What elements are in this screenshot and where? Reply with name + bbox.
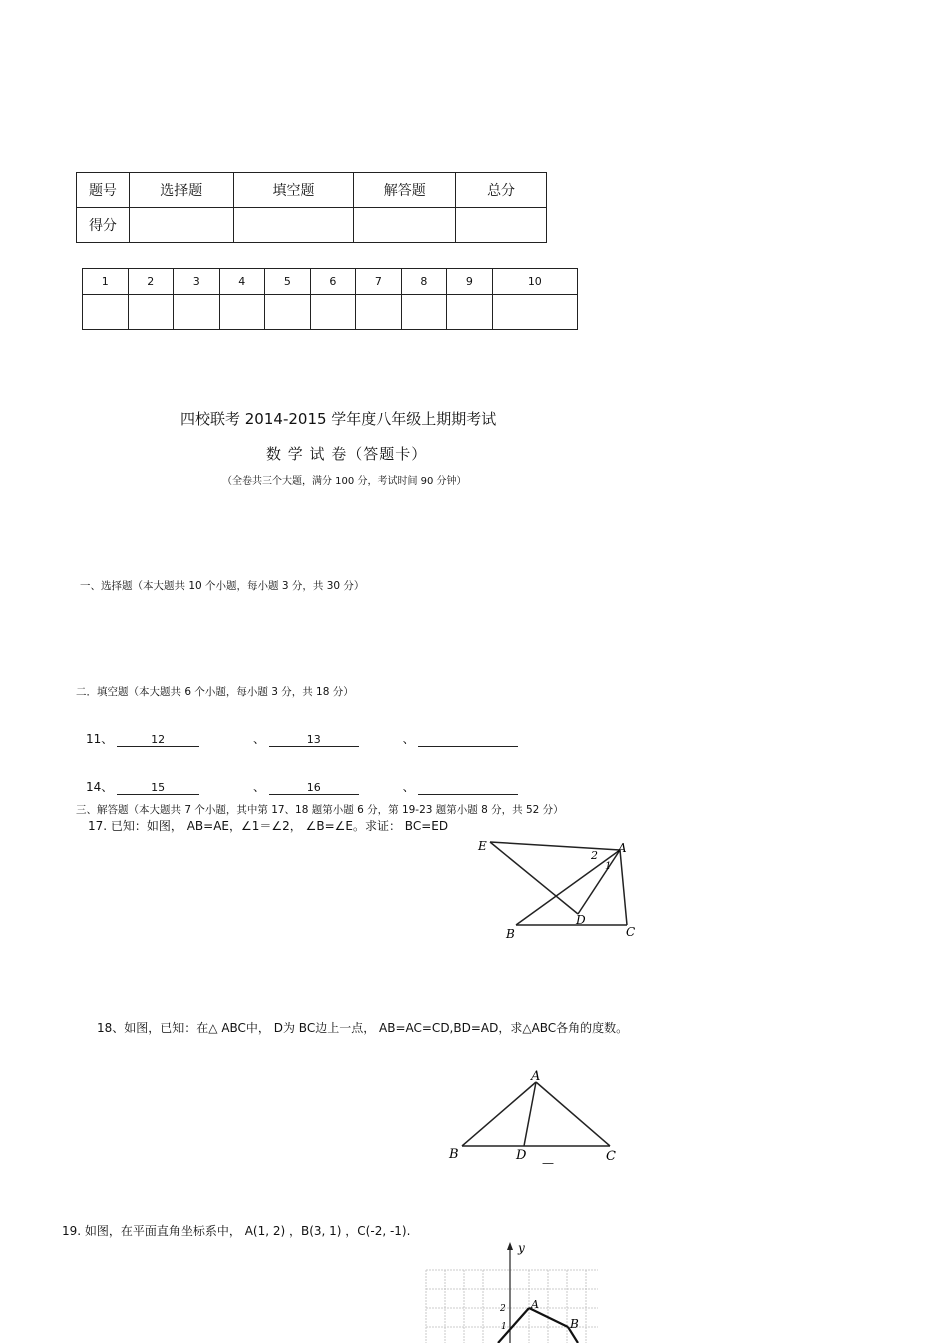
axis-y-label: y: [518, 1241, 525, 1255]
fill-row-2: [86, 778, 518, 795]
answer-blank-12[interactable]: 12: [117, 733, 199, 747]
figure-17: [470, 832, 650, 952]
answer-number: 9: [447, 269, 493, 295]
answer-number: 2: [128, 269, 174, 295]
answer-number: 5: [265, 269, 311, 295]
score-header: 解答题: [354, 173, 456, 208]
fill-row-1: [86, 730, 518, 747]
answer-number: 8: [401, 269, 447, 295]
answer-cell: [401, 295, 447, 330]
answer-blank-15[interactable]: 15: [117, 781, 199, 795]
question-18: 18、如图，已知：在△ ABC中， D为 BC边上一点， AB=AC=CD,BD=AD，求△ABC各角的度数。: [97, 1021, 629, 1035]
section-two-heading: 二．填空题（本大题共 6 个小题，每小题 3 分，共 18 分）: [76, 686, 354, 698]
label-D: D: [516, 1148, 527, 1163]
section-one-heading: 一、选择题（本大题共 10 个小题，每小题 3 分，共 30 分）: [80, 580, 365, 592]
label-1: 1: [605, 861, 612, 872]
label-D: D: [576, 913, 586, 927]
answer-cell: [219, 295, 265, 330]
score-header: 总分: [456, 173, 547, 208]
label-C: C: [606, 1149, 616, 1164]
label-B: B: [506, 927, 515, 941]
score-cell: [456, 208, 547, 243]
answer-cell: [265, 295, 311, 330]
answer-cell: [83, 295, 129, 330]
exam-subtitle: 数 学 试 卷（答题卡）: [266, 445, 428, 463]
separator: 、: [402, 732, 415, 746]
answer-number: 1: [83, 269, 129, 295]
answer-blank-16[interactable]: 16: [269, 781, 359, 795]
score-table: [76, 172, 547, 243]
question-19: 19. 如图，在平面直角坐标系中， A(1, 2) ，B(3, 1) ，C(-2, -1).: [62, 1224, 411, 1238]
answer-number: 10: [492, 269, 577, 295]
answer-blank-13[interactable]: 13: [269, 733, 359, 747]
score-row-label: 得分: [77, 208, 130, 243]
exam-info: （全卷共三个大题，满分 100 分，考试时间 90 分钟）: [222, 476, 467, 487]
label-E: E: [478, 839, 487, 853]
label-B: B: [570, 1317, 579, 1331]
answer-number: 7: [356, 269, 402, 295]
score-header: 填空题: [233, 173, 354, 208]
separator: 、: [402, 780, 415, 794]
figure-19-grid: [418, 1236, 604, 1343]
score-cell: [233, 208, 354, 243]
answer-number: 3: [174, 269, 220, 295]
label-A: A: [618, 841, 627, 855]
figure-18: [444, 1066, 624, 1184]
question-number: 14、: [86, 780, 114, 794]
answer-number: 6: [310, 269, 356, 295]
score-header: 选择题: [129, 173, 233, 208]
separator: 、: [252, 732, 265, 746]
answer-cell: [310, 295, 356, 330]
label-A: A: [531, 1069, 541, 1084]
dash-mark: —: [542, 1156, 554, 1170]
separator: 、: [252, 780, 265, 794]
score-cell: [354, 208, 456, 243]
label-B: B: [449, 1147, 459, 1162]
tick-1: 1: [501, 1322, 507, 1332]
answer-cell: [447, 295, 493, 330]
label-C: C: [626, 925, 636, 939]
answer-cell: [492, 295, 577, 330]
question-17: 17. 已知：如图， AB=AE，∠1＝∠2， ∠B=∠E。求证： BC=ED: [88, 819, 449, 833]
score-header: 题号: [77, 173, 130, 208]
answer-table: [82, 268, 578, 330]
answer-cell: [174, 295, 220, 330]
label-A: A: [531, 1298, 539, 1311]
answer-number: 4: [219, 269, 265, 295]
tick-2: 2: [500, 1304, 506, 1314]
answer-cell: [356, 295, 402, 330]
answer-blank-empty[interactable]: [418, 733, 518, 747]
score-cell: [129, 208, 233, 243]
label-2: 2: [591, 849, 598, 862]
section-three-heading: 三、解答题（本大题共 7 个小题，其中第 17、18 题第小题 6 分，第 19-23 题第小题 8 分，共 52 分）: [76, 804, 564, 816]
answer-cell: [128, 295, 174, 330]
question-number: 11、: [86, 732, 114, 746]
exam-title: 四校联考 2014-2015 学年度八年级上期期考试: [180, 410, 497, 428]
answer-blank-empty[interactable]: [418, 781, 518, 795]
